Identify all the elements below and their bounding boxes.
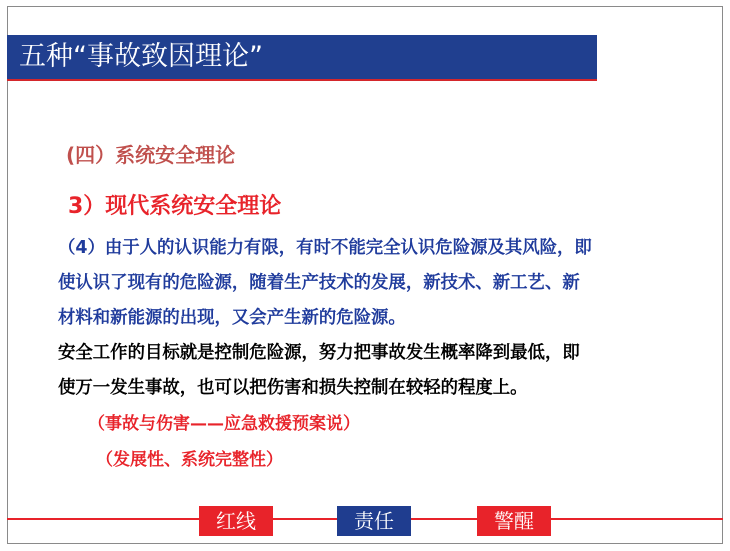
- note-emergency-plan: （事故与伤害——应急救援预案说）: [88, 414, 360, 434]
- footer-tag-alert: 警醒: [477, 506, 551, 536]
- title-underline: [7, 79, 597, 81]
- black-paragraph-line: 安全工作的目标就是控制危险源，努力把事故发生概率降到最低，即: [58, 343, 580, 363]
- blue-paragraph-line: 使认识了现有的危险源，随着生产技术的发展，新技术、新工艺、新: [58, 273, 580, 293]
- sub-heading: 3）现代系统安全理论: [68, 194, 282, 219]
- blue-paragraph: [58, 231, 690, 336]
- footer-tag-redline: 红线: [199, 506, 273, 536]
- footer-tag-responsibility: 责任: [337, 506, 411, 536]
- black-paragraph-line: 使万一发生事故，也可以把伤害和损失控制在较轻的程度上。: [58, 378, 528, 398]
- note-development: （发展性、系统完整性）: [96, 450, 283, 470]
- black-paragraph: [58, 336, 690, 406]
- section-heading: (四）系统安全理论: [66, 143, 236, 167]
- slide-title: 五种“事故致因理论”: [19, 41, 263, 72]
- blue-paragraph-line: （4）由于人的认识能力有限，有时不能完全认识危险源及其风险，即: [58, 238, 592, 258]
- blue-paragraph-line: 材料和新能源的出现，又会产生新的危险源。: [58, 308, 406, 328]
- title-bar: [7, 35, 597, 79]
